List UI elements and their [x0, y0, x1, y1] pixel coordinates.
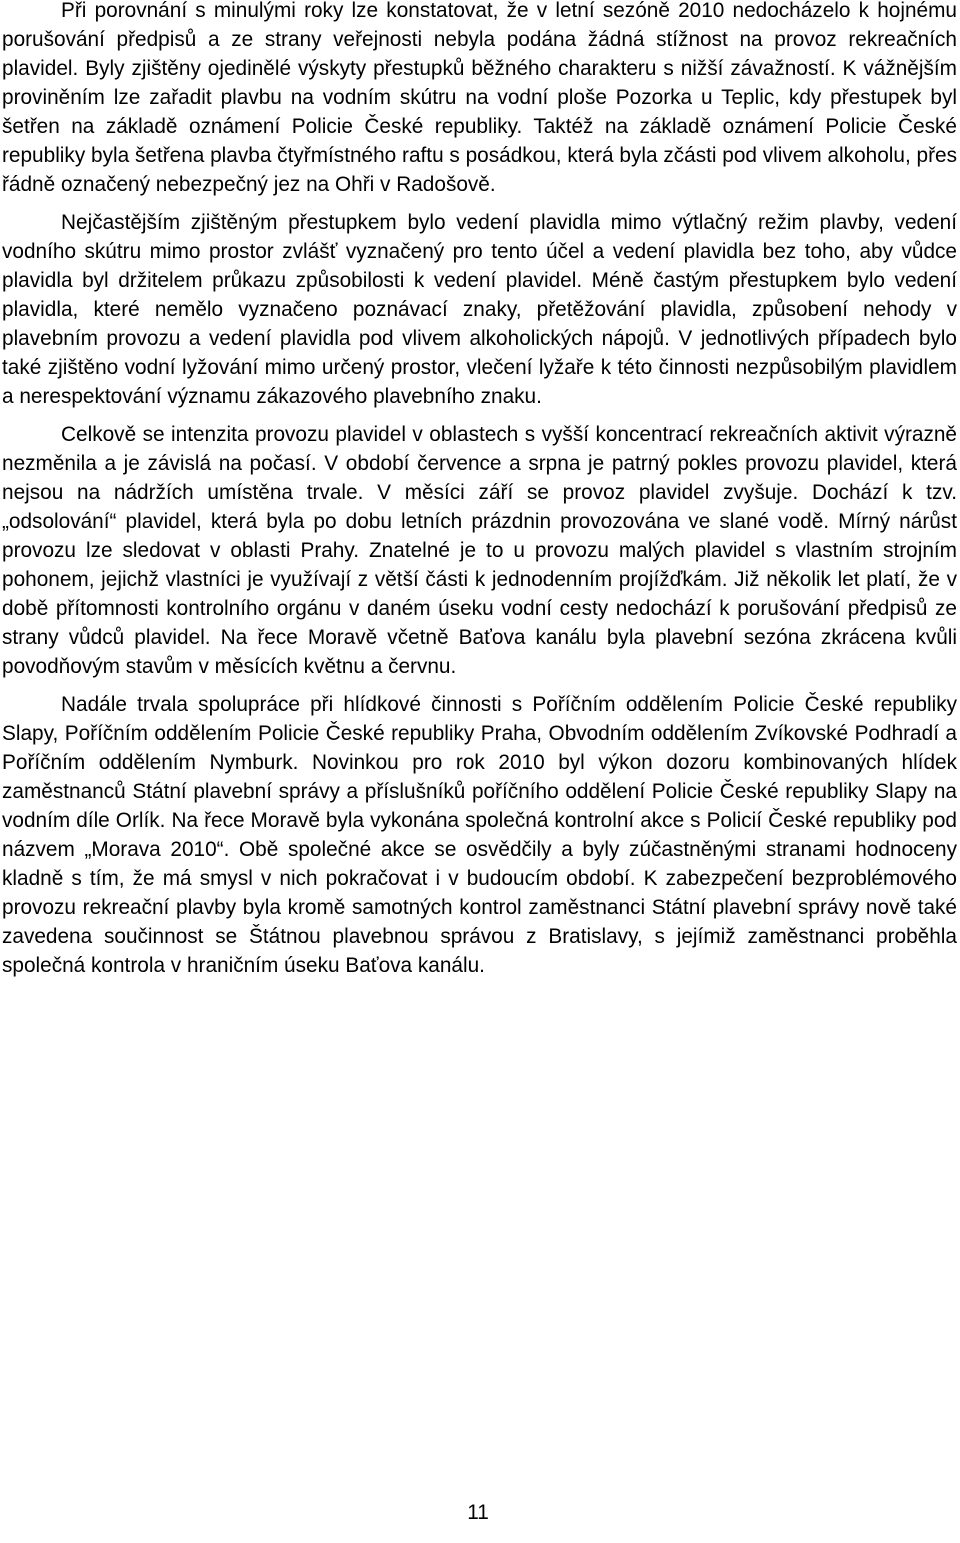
- document-body: [2, 0, 957, 989]
- paragraph-common-offenses: Nejčastějším zjištěným přestupkem bylo vedení plavidla mimo výtlačný režim plavby, vedení vodního skútru mimo prostor zvlášť vyznačený pro tento účel a vedení plavidla bez toho, aby vůdce plavidla byl držitelem průkazu způsobilosti k vedení plavidel. Méně častým přestupkem bylo vedení plavidla, které nemělo vyznačeno poznávací znaky, přetěžování plavidla, způsobení nehody v plavebním provozu a vedení plavidla pod vlivem alkoholických nápojů. V jednotlivých případech bylo také zjištěno vodní lyžování mimo určený prostor, vlečení lyžaře k této činnosti nezpůsobilým plavidlem a nerespektování významu zákazového plavebního znaku.: [2, 211, 957, 408]
- paragraph-police-cooperation: Nadále trvala spolupráce při hlídkové činnosti s Poříčním oddělením Policie České republiky Slapy, Poříčním oddělením Policie České republiky Praha, Obvodním oddělením Zvíkovské Podhradí a Poříčním oddělením Nymburk. Novinkou pro rok 2010 byl výkon dozoru kombinovaných hlídek zaměstnanců Státní plavební správy a příslušníků poříčního oddělení Policie České republiky Slapy na vodním díle Orlík. Na řece Moravě byla vykonána společná kontrolní akce s Policií České republiky pod názvem „Morava 2010“. Obě společné akce se osvědčily a byly zúčastněnými stranami hodnoceny kladně s tím, že má smysl v nich pokračovat i v budoucím období. K zabezpečení bezproblémového provozu rekreační plavby byla kromě samotných kontrol zaměstnanci Státní plavební správy nově také zavedena součinnost se Štátnou plavebnou správou z Bratislavy, s jejímiž zaměstnanci proběhla společná kontrola v hraničním úseku Baťova kanálu.: [2, 693, 957, 977]
- page-number: 11: [467, 1501, 489, 1524]
- paragraph-traffic-intensity: Celkově se intenzita provozu plavidel v oblastech s vyšší koncentrací rekreačních aktivit výrazně nezměnila a je závislá na počasí. V období července a srpna je patrný pokles provozu plavidel, která nejsou na nádržích umístěna trvale. V měsíci září se provoz plavidel zvyšuje. Dochází k tzv. „odsolování“ plavidel, která byla po dobu letních prázdnin provozována ve slané vodě. Mírný nárůst provozu lze sledovat v oblasti Prahy. Znatelné je to u provozu malých plavidel s vlastním strojním pohonem, jejichž vlastníci je využívají z větší části k jednodenním projížďkám. Již několik let platí, že v době přítomnosti kontrolního orgánu v daném úseku vodní cesty nedochází k porušování předpisů ze strany vůdců plavidel. Na řece Moravě včetně Baťova kanálu byla plavební sezóna zkrácena kvůli povodňovým stavům v měsících květnu a červnu.: [2, 423, 957, 678]
- paragraph-violations-summary: Při porovnání s minulými roky lze konstatovat, že v letní sezóně 2010 nedocházelo k hojnému porušování předpisů a ze strany veřejnosti nebyla podána žádná stížnost na provoz rekreačních plavidel. Byly zjištěny ojedinělé výskyty přestupků běžného charakteru s nižší závažností. K vážnějším proviněním lze zařadit plavbu na vodním skútru na vodní ploše Pozorka u Teplic, kdy přestupek byl šetřen na základě oznámení Policie České republiky. Taktéž na základě oznámení Policie České republiky byla šetřena plavba čtyřmístného raftu s posádkou, která byla zčásti pod vlivem alkoholu, přes řádně označený nebezpečný jez na Ohři v Radošově.: [2, 0, 957, 196]
